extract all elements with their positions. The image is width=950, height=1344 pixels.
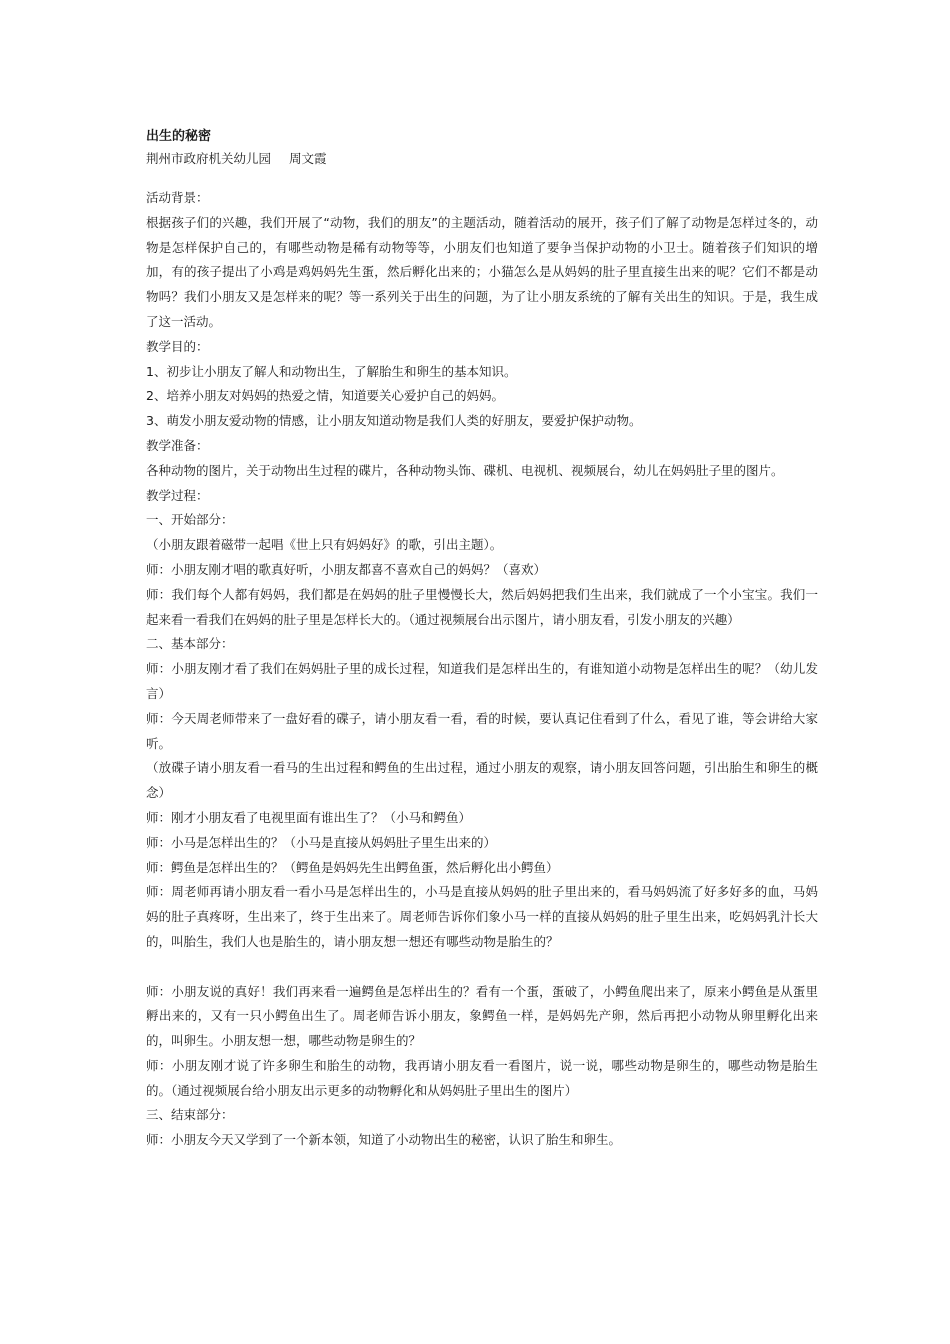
section-heading-preparation: 教学准备：	[146, 437, 209, 453]
section-heading-background: 活动背景：	[146, 190, 209, 205]
paragraph: 师：小朋友刚才说了许多卵生和胎生的动物，我再请小朋友看一看图片，说一说，哪些动物是卵生的，哪些动物是胎生的。（通过视频展台给小朋友出示更多的动物孵化和从妈妈肚子里出生的图片）	[146, 1057, 818, 1098]
paragraph: 师：小朋友刚才看了我们在妈妈肚子里的成长过程，知道我们是怎样出生的，有谁知道小动物是怎样出生的呢？（幼儿发言）	[146, 661, 818, 701]
paragraph: （放碟子请小朋友看一看马的生出过程和鳄鱼的生出过程，通过小朋友的观察，请小朋友回答问题，引出胎生和卵生的概念）	[146, 760, 818, 801]
section-heading-process: 教学过程：	[146, 487, 209, 503]
paragraph: （小朋友跟着磁带一起唱《世上只有妈妈好》的歌，引出主题）。	[146, 537, 503, 553]
paragraph-preparation: 各种动物的图片，关于动物出生过程的碟片，各种动物头饰、碟机、电视机、视频展台，幼儿在妈妈肚子里的图片。	[146, 462, 784, 478]
section-heading-goals: 教学目的：	[146, 338, 209, 354]
goal-item: 1、初步让小朋友了解人和动物出生，了解胎生和卵生的基本知识。	[146, 363, 517, 379]
document-page	[146, 126, 818, 1153]
subsection-heading-end: 三、结束部分：	[146, 1107, 234, 1123]
paragraph: 师：小朋友刚才唱的歌真好听，小朋友都喜不喜欢自己的妈妈？（喜欢）	[146, 561, 547, 577]
document-title: 出生的秘密	[146, 129, 212, 144]
paragraph: 师：我们每个人都有妈妈，我们都是在妈妈的肚子里慢慢长大，然后妈妈把我们生出来，我们就成了一个小宝宝。我们一起来看一看我们在妈妈的肚子里是怎样长大的。（通过视频展台出示图片，请小朋友看，引发小朋友的兴趣）	[146, 586, 818, 627]
subsection-heading-basic: 二、基本部分：	[146, 636, 234, 652]
author-org: 荆州市政府机关幼儿园	[146, 151, 272, 166]
paragraph: 师：小朋友今天又学到了一个新本领，知道了小动物出生的秘密，认识了胎生和卵生。	[146, 1132, 622, 1148]
goal-item: 2、培养小朋友对妈妈的热爱之情，知道要关心爱护自己的妈妈。	[146, 388, 504, 404]
subsection-heading-start: 一、开始部分：	[146, 512, 234, 528]
paragraph: 师：小马是怎样出生的？（小马是直接从妈妈肚子里生出来的）	[146, 834, 497, 850]
document-body	[146, 186, 818, 1153]
paragraph: 师：刚才小朋友看了电视里面有谁出生了？（小马和鳄鱼）	[146, 809, 472, 825]
paragraph: 师：今天周老师带来了一盘好看的碟子，请小朋友看一看，看的时候，要认真记住看到了什么，看见了谁，等会讲给大家听。	[146, 710, 818, 751]
paragraph-background: 根据孩子们的兴趣，我们开展了“动物，我们的朋友”的主题活动，随着活动的展开，孩子们了解了动物是怎样过冬的，动物是怎样保护自己的，有哪些动物是稀有动物等等，小朋友们也知道了要争当保护动物的小卫士。随着孩子们知识的增加，有的孩子提出了小鸡是鸡妈妈先生蛋，然后孵化出来的；小猫怎么是从妈妈的肚子里直接生出来的呢？它们不都是动物吗？我们小朋友又是怎样来的呢？等一系列关于出生的问题，为了让小朋友系统的了解有关出生的知识。于是，我生成了这一活动。	[146, 214, 818, 329]
author-name: 周文霞	[289, 151, 327, 166]
paragraph: 师：小朋友说的真好！我们再来看一遍鳄鱼是怎样出生的？看有一个蛋，蛋破了，小鳄鱼爬出来了，原来小鳄鱼是从蛋里孵出来的，又有一只小鳄鱼出生了。周老师告诉小朋友，象鳄鱼一样，是妈妈先产卵，然后再把小动物从卵里孵化出来的，叫卵生。小朋友想一想，哪些动物是卵生的？	[146, 983, 818, 1049]
author-line	[146, 148, 818, 170]
paragraph: 师：鳄鱼是怎样出生的？（鳄鱼是妈妈先生出鳄鱼蛋，然后孵化出小鳄鱼）	[146, 859, 559, 875]
paragraph: 师：周老师再请小朋友看一看小马是怎样出生的，小马是直接从妈妈的肚子里出来的，看马妈妈流了好多好多的血，马妈妈的肚子真疼呀，生出来了，终于生出来了。周老师告诉你们象小马一样的直接从妈妈的肚子里生出来，吃妈妈乳汁长大的，叫胎生，我们人也是胎生的，请小朋友想一想还有哪些动物是胎生的？	[146, 884, 818, 949]
goal-item: 3、萌发小朋友爱动物的情感，让小朋友知道动物是我们人类的好朋友，要爱护保护动物。	[146, 413, 642, 429]
